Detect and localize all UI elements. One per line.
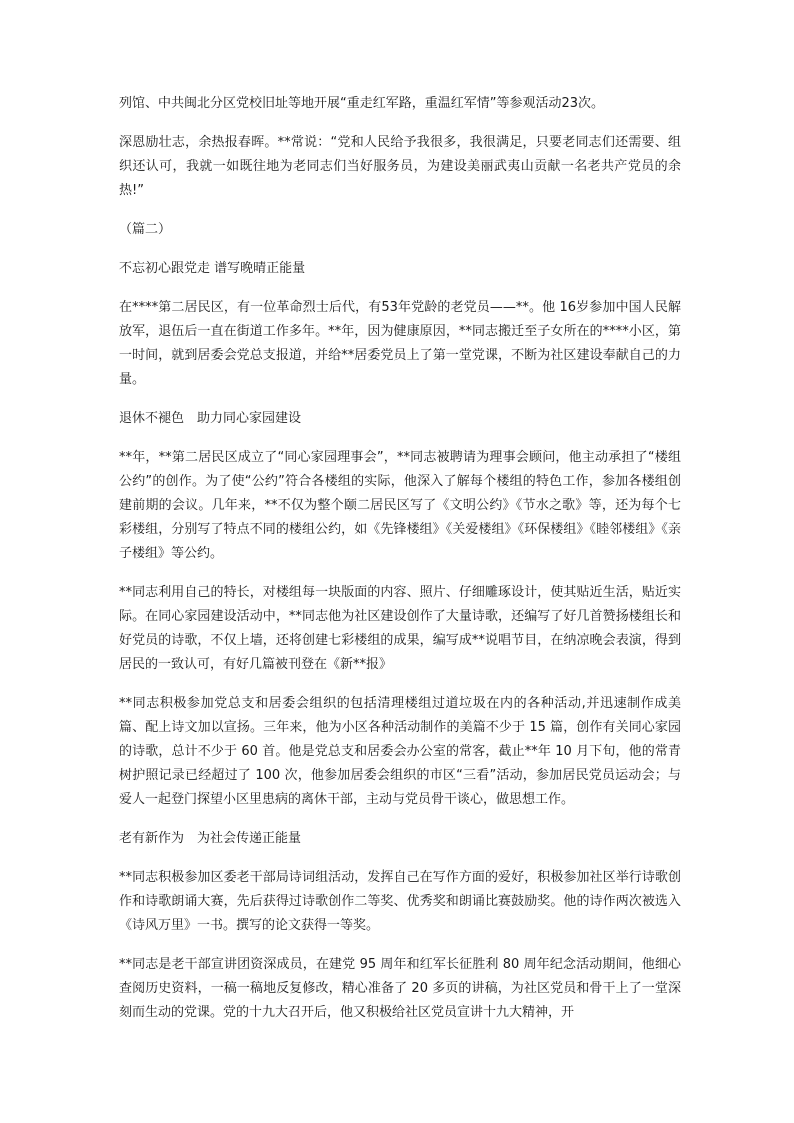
paragraph-gap xyxy=(119,203,681,218)
paragraph-gap xyxy=(119,392,681,407)
subheading-new-achievements: 老有新作为 为社会传递正能量 xyxy=(119,831,302,846)
paragraph-gap xyxy=(119,281,681,296)
paragraph-gap xyxy=(119,116,681,131)
paragraph-quote: 深恩励壮志，余热报春晖。**常说：“党和人民给予我很多，我很满足，只要老同志们还需要、组织还认可，我就一如既往地为老同志们当好服务员，为建设美丽武夷山贡献一名老共产党员的余热!” xyxy=(119,135,681,198)
section-marker: （篇二） xyxy=(119,222,172,237)
paragraph-background: 在****第二居民区，有一位革命烈士后代，有53年党龄的老党员——**。他 16岁参加中国人民解放军，退伍后一直在街道工作多年。**年，因为健康原因，**同志搬迁至子女所在的****小区，第一时间，就到居委会党总支报道，并给**居委党员上了第一堂党课，不断为社区建设奉献自己的力量。 xyxy=(119,300,681,387)
paragraph-gap xyxy=(119,677,681,692)
paragraph-council: **年，**第二居民区成立了“同心家园理事会”，**同志被聘请为理事会顾问，他主动承担了“楼组公约”的创作。为了使“公约”符合各楼组的实际，他深入了解每个楼组的特色工作，参加各楼组创建前期的会议。几年来，**不仅为整个颐二居民区写了《文明公约》《节水之歌》等，还为每个七彩楼组，分别写了特点不同的楼组公约，如《先锋楼组》《关爱楼组》《环保楼组》《睦邻楼组》《亲子楼组》等公约。 xyxy=(119,450,681,561)
paragraph-gap xyxy=(119,242,681,257)
paragraph-gap xyxy=(119,566,681,581)
paragraph-awards: **同志积极参加区委老干部局诗词组活动，发挥自己在写作方面的爱好，积极参加社区举行诗歌创作和诗歌朗诵大赛，先后获得过诗歌创作二等奖、优秀奖和朗诵比赛鼓励奖。他的诗作两次被选入《诗风万里》一书。撰写的论文获得一等奖。 xyxy=(119,870,681,933)
paragraph-lectures: **同志是老干部宣讲团资深成员，在建党 95 周年和红军长征胜利 80 周年纪念活动期间，他细心查阅历史资料，一稿一稿地反复修改，精心准备了 20 多页的讲稿，为社区党员和骨干上了一堂深刻而生动的党课。党的十九大召开后，他又积极给社区党员宣讲十九大精神，开 xyxy=(119,957,681,1020)
article-title: 不忘初心跟党走 谱写晚晴正能量 xyxy=(119,261,306,276)
paragraph-poetry-work: **同志利用自己的特长，对楼组每一块版面的内容、照片、仔细雕琢设计，使其贴近生活，贴近实际。在同心家园建设活动中，**同志他为社区建设创作了大量诗歌，还编写了好几首赞扬楼组长和好党员的诗歌，不仅上墙，还将创建七彩楼组的成果，编写成**说唱节目，在纳凉晚会表演，得到居民的一致认可，有好几篇被刊登在《新**报》 xyxy=(119,585,681,672)
document-page xyxy=(119,92,681,1025)
paragraph-activities: **同志积极参加党总支和居委会组织的包括清理楼组过道垃圾在内的各种活动,并迅速制作成美篇、配上诗文加以宣扬。三年来，他为小区各种活动制作的美篇不少于 15 篇，创作有关同心家园的诗歌，总计不少于 60 首。他是党总支和居委会办公室的常客，截止**年 10 月下旬，他的常青树护照记录已经超过了 100 次，他参加居委会组织的市区“三看”活动，参加居民党员运动会；与爱人一起登门探望小区里患病的离休干部，主动与党员骨干谈心，做思想工作。 xyxy=(119,696,681,807)
paragraph-intro-continuation: 列馆、中共闽北分区党校旧址等地开展“重走红军路，重温红军情”等参观活动23次。 xyxy=(119,96,605,111)
subheading-retirement: 退休不褪色 助力同心家园建设 xyxy=(119,411,302,426)
paragraph-gap xyxy=(119,851,681,866)
paragraph-gap xyxy=(119,431,681,446)
paragraph-gap xyxy=(119,812,681,827)
paragraph-gap xyxy=(119,938,681,953)
